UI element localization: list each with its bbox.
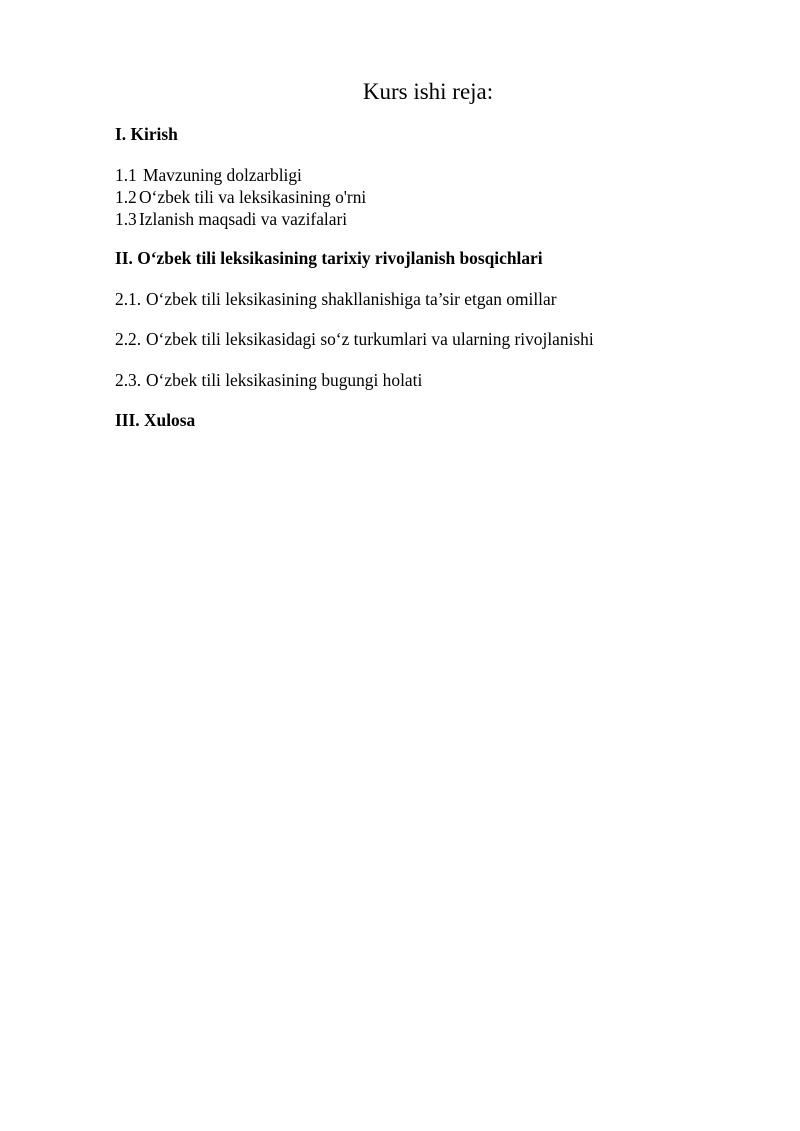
item-number: 1.2	[115, 187, 137, 207]
list-item	[115, 288, 557, 310]
list-item	[115, 208, 347, 230]
section-heading-1: I. Kirish	[115, 124, 178, 144]
item-number: 1.3	[115, 209, 137, 229]
item-text: O‘zbek tili leksikasidagi so‘z turkumlari va ularning rivojlanishi	[146, 329, 594, 349]
item-text: O‘zbek tili leksikasining bugungi holati	[146, 370, 423, 390]
item-number: 2.2.	[115, 329, 142, 349]
item-text: O‘zbek tili va leksikasining o'rni	[139, 187, 367, 207]
list-item	[115, 164, 302, 186]
item-number: 1.1	[115, 165, 137, 185]
item-text: O‘zbek tili leksikasining shakllanishiga ta’sir etgan omillar	[146, 289, 557, 309]
list-item	[115, 328, 594, 350]
item-text: Izlanish maqsadi va vazifalari	[139, 209, 348, 229]
section-heading-3: III. Xulosa	[115, 410, 196, 430]
list-item	[115, 186, 366, 208]
list-item	[115, 369, 422, 391]
item-number: 2.3.	[115, 370, 142, 390]
item-text: Mavzuning dolzarbligi	[143, 165, 302, 185]
item-number: 2.1.	[115, 289, 142, 309]
section-heading-2: II. O‘zbek tili leksikasining tarixiy rivojlanish bosqichlari	[115, 248, 543, 268]
page-title: Kurs ishi reja:	[362, 79, 494, 104]
